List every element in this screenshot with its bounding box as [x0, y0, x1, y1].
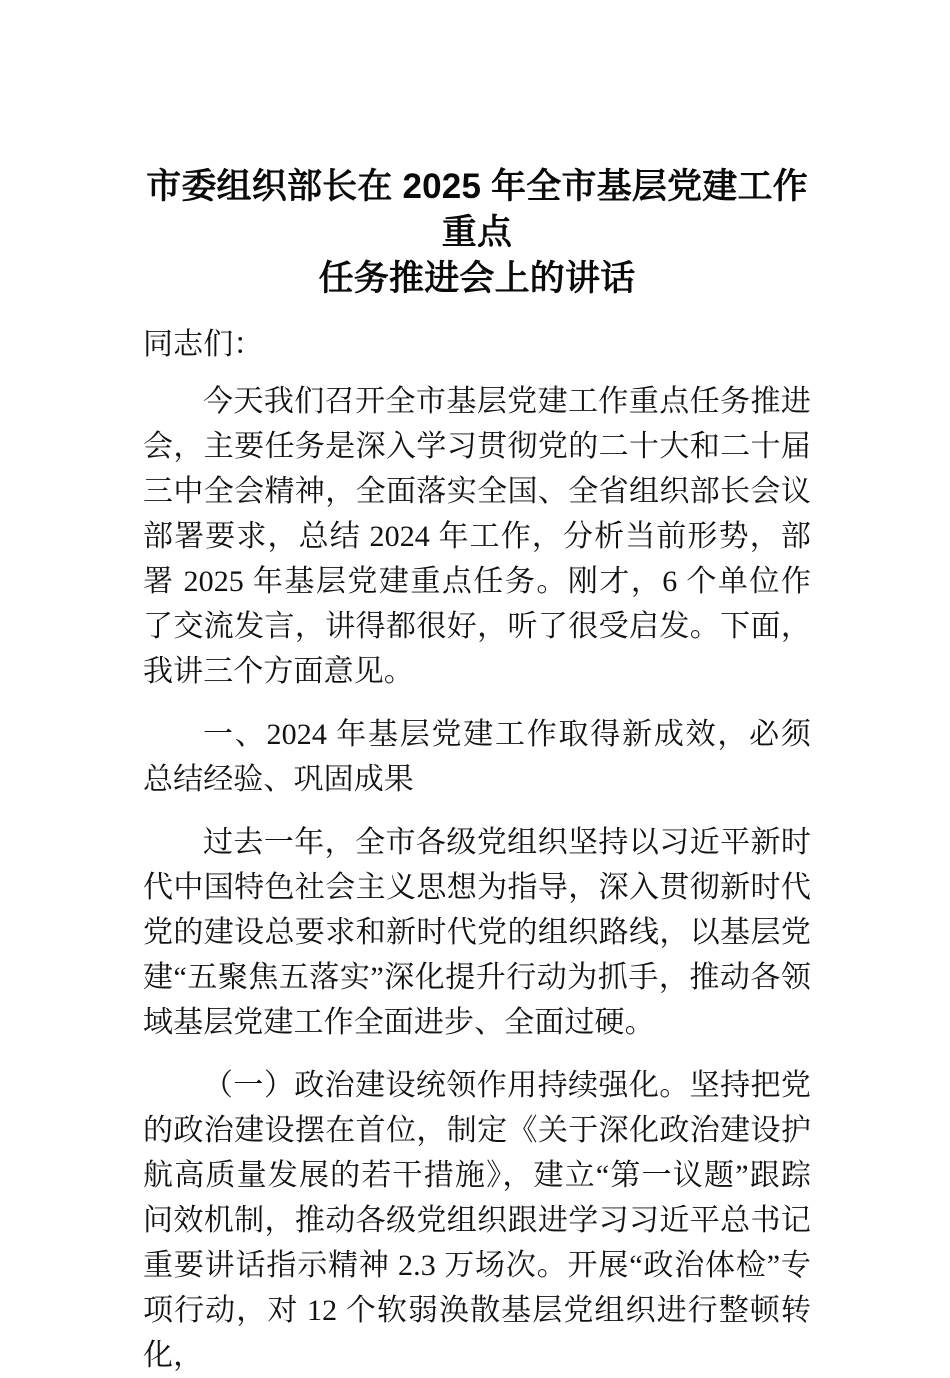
paragraph-spacer	[143, 802, 811, 820]
section-one-intro-paragraph: 过去一年，全市各级党组织坚持以习近平新时代中国特色社会主义思想为指导，深入贯彻新时代党的建设总要求和新时代党的组织路线，以基层党建“五聚焦五落实”深化提升行动为抓手，推动各领域基层党建工作全面进步、全面过硬。	[143, 826, 811, 1039]
salutation-paragraph: 同志们：	[143, 328, 264, 361]
page-title-line-2: 任务推进会上的讲话	[318, 259, 636, 298]
document-content-column	[143, 0, 811, 1378]
paragraph-spacer	[143, 1045, 811, 1063]
document-body	[143, 322, 811, 1378]
paragraph-spacer	[143, 367, 811, 379]
section-heading-one: 一、2024 年基层党建工作取得新成效，必须总结经验、巩固成果	[143, 718, 811, 796]
page-title	[143, 0, 811, 302]
paragraph-spacer	[143, 694, 811, 712]
opening-paragraph: 今天我们召开全市基层党建工作重点任务推进会，主要任务是深入学习贯彻党的二十大和二十届三中全会精神，全面落实全国、全省组织部长会议部署要求，总结 2024 年工作，分析当前形势，部署 2025 年基层党建重点任务。刚才，6 个单位作了交流发言，讲得都很好，听了很受启发。下面，我讲三个方面意见。	[143, 385, 811, 688]
page-title-line-1: 市委组织部长在 2025 年全市基层党建工作重点	[146, 167, 808, 252]
subsection-paragraph-one: （一）政治建设统领作用持续强化。坚持把党的政治建设摆在首位，制定《关于深化政治建设护航高质量发展的若干措施》，建立“第一议题”跟踪问效机制，推动各级党组织跟进学习习近平总书记重要讲话指示精神 2.3 万场次。开展“政治体检”专项行动，对 12 个软弱涣散基层党组织进行整顿转化，	[143, 1069, 811, 1372]
